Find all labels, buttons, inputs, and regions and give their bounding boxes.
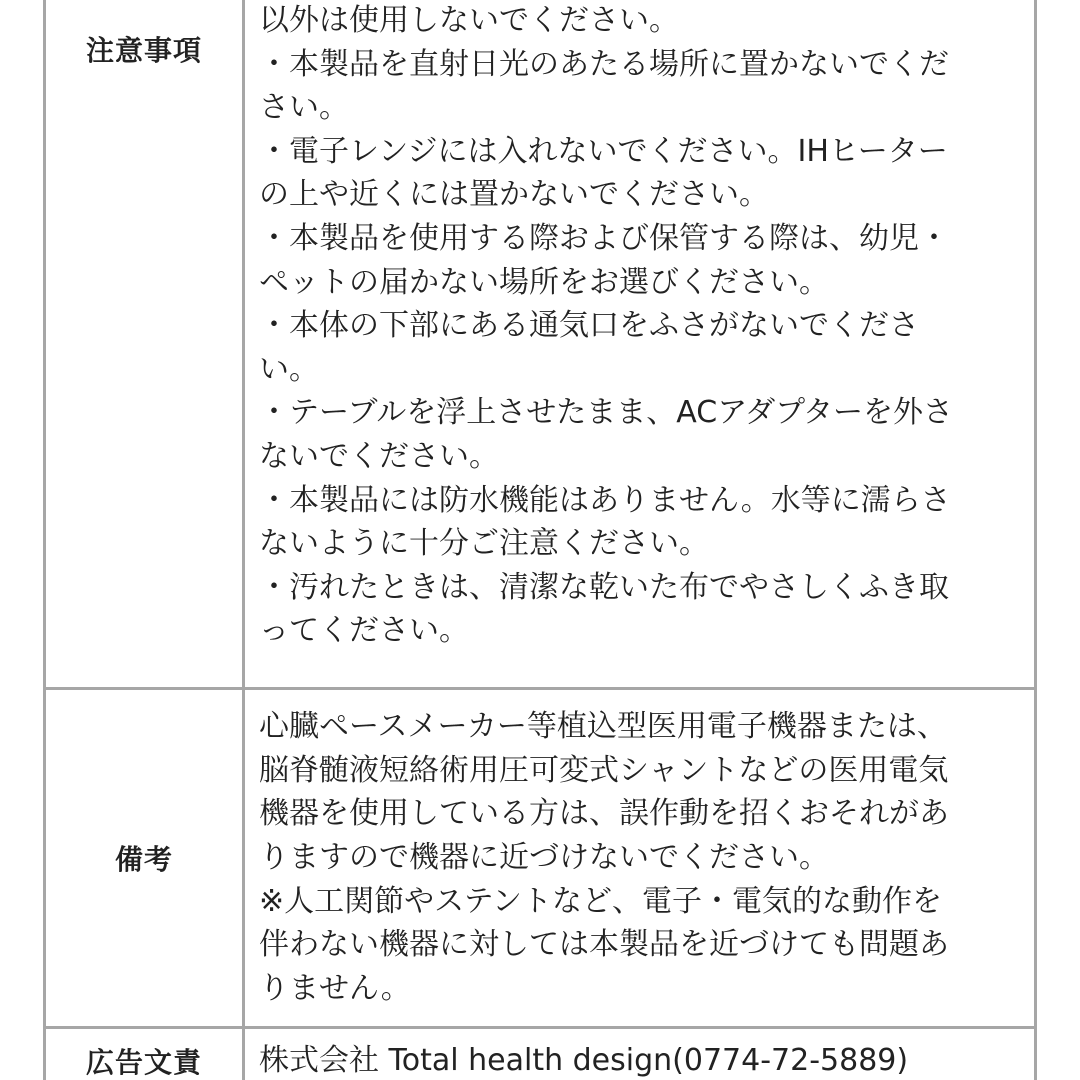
- spec-value-caution: [244, 0, 1036, 688]
- caution-line: ・本製品には防水機能はありません。水等に濡らさ: [259, 482, 951, 518]
- spec-label-caution: 注意事項: [45, 0, 244, 688]
- remarks-line: 機器を使用している方は、誤作動を招くおそれがあ: [259, 796, 949, 832]
- spec-value-remarks: [244, 688, 1036, 1027]
- caution-line: ないように十分ご注意ください。: [259, 526, 709, 562]
- product-spec-table: [43, 0, 1037, 1080]
- remarks-line: 脳脊髄液短絡術用圧可変式シャントなどの医用電気: [259, 752, 949, 788]
- caution-line: ・本製品を使用する際および保管する際は、幼児・: [259, 220, 949, 256]
- spec-row-remarks: [45, 688, 1036, 1027]
- spec-label-advertiser: 広告文責: [45, 1027, 244, 1080]
- remarks-line: 心臓ペースメーカー等植込型医用電子機器または、: [259, 709, 947, 745]
- remarks-line: ※人工関節やステントなど、電子・電気的な動作を: [259, 883, 943, 919]
- advertiser-line: 株式会社 Total health design(0774-72-5889): [259, 1043, 909, 1079]
- caution-line: ・汚れたときは、清潔な乾いた布でやさしくふき取: [259, 569, 949, 605]
- caution-line: ・本体の下部にある通気口をふさがないでくださ: [259, 308, 919, 344]
- caution-line: ・電子レンジには入れないでください。IHヒーター: [259, 133, 948, 169]
- caution-line: さい。: [259, 90, 349, 126]
- caution-line: ・テーブルを浮上させたまま、ACアダプターを外さ: [259, 395, 954, 431]
- spec-row-advertiser: [45, 1027, 1036, 1080]
- caution-line: ・本製品を直射日光のあたる場所に置かないでくだ: [259, 46, 949, 82]
- caution-line: ないでください。: [259, 438, 499, 474]
- caution-line: の上や近くには置かないでください。: [259, 177, 769, 213]
- remarks-line: りますので機器に近づけないでください。: [259, 840, 829, 876]
- spec-value-advertiser: [244, 1027, 1036, 1080]
- caution-line: 以外は使用しないでください。: [259, 3, 679, 38]
- spec-row-caution: [45, 0, 1036, 688]
- caution-line: ってください。: [259, 613, 469, 649]
- caution-line: い。: [259, 351, 319, 387]
- remarks-line: りません。: [259, 970, 411, 1006]
- remarks-line: 伴わない機器に対しては本製品を近づけても問題あ: [259, 927, 949, 963]
- caution-line: ペットの届かない場所をお選びください。: [259, 264, 829, 300]
- spec-label-remarks: 備考: [45, 688, 244, 1027]
